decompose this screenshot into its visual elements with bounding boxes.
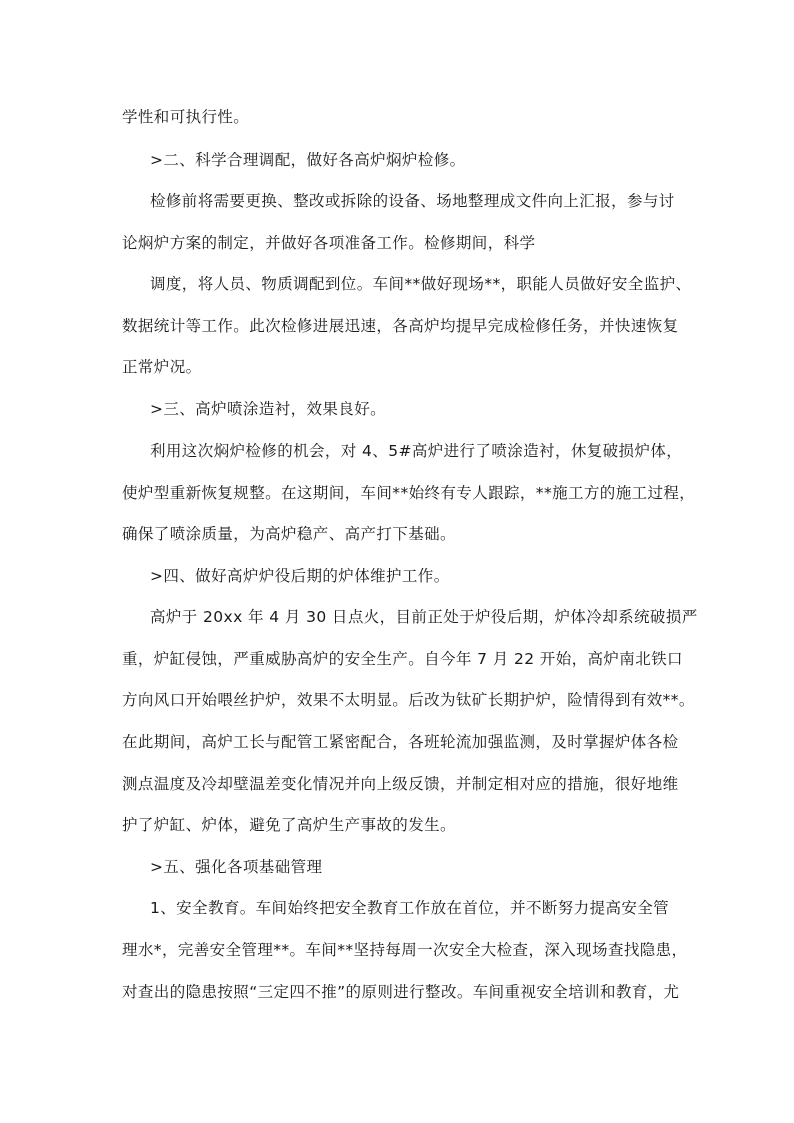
text-line: 高炉于 20xx 年 4 月 30 日点火，目前正处于炉役后期，炉体冷却系统破损严 bbox=[150, 608, 698, 626]
text-line: 理水*，完善安全管理**。车间**坚持每周一次安全大检查，深入现场查找隐患， bbox=[122, 941, 688, 959]
text-line: 对查出的隐患按照“三定四不推”的原则进行整改。车间重视安全培训和教育，尤 bbox=[122, 983, 680, 1001]
text-line: 方向风口开始喂丝护炉，效果不太明显。后改为钛矿长期护炉，险情得到有效**。 bbox=[122, 691, 695, 709]
text-line: 论焖炉方案的制定，并做好各项准备工作。检修期间，科学 bbox=[122, 234, 536, 252]
text-line: 1、安全教育。车间始终把安全教育工作放在首位，并不断努力提高安全管 bbox=[150, 899, 670, 917]
text-line: 调度，将人员、物质调配到位。车间**做好现场**，职能人员做好安全监护、 bbox=[150, 275, 692, 293]
text-line: 数据统计等工作。此次检修进展迅速，各高炉均提早完成检修任务，并快速恢复 bbox=[122, 317, 679, 335]
section-heading: >二、科学合理调配，做好各高炉焖炉检修。 bbox=[150, 151, 466, 169]
text-line: 在此期间，高炉工长与配管工紧密配合，各班轮流加强监测，及时掌握炉体各检 bbox=[122, 733, 679, 751]
text-line: 检修前将需要更换、整改或拆除的设备、场地整理成文件向上汇报，参与讨 bbox=[150, 192, 675, 210]
text-line: 护了炉缸、炉体，避免了高炉生产事故的发生。 bbox=[122, 816, 456, 834]
text-line: 正常炉况。 bbox=[122, 358, 202, 376]
text-line: 重，炉缸侵蚀，严重威胁高炉的安全生产。自今年 7 月 22 开始，高炉南北铁口 bbox=[122, 650, 683, 668]
text-line: 确保了喷涂质量，为高炉稳产、高产打下基础。 bbox=[122, 525, 456, 543]
section-heading: >三、高炉喷涂造衬，效果良好。 bbox=[150, 400, 386, 418]
text-line: 测点温度及冷却壁温差变化情况并向上级反馈，并制定相对应的措施，很好地维 bbox=[122, 775, 679, 793]
text-line: 学性和可执行性。 bbox=[122, 108, 250, 126]
section-heading: >四、做好高炉炉役后期的炉体维护工作。 bbox=[150, 567, 450, 585]
text-line: 利用这次焖炉检修的机会，对 4、5#高炉进行了喷涂造衬，休复破损炉体， bbox=[150, 442, 683, 460]
text-line: 使炉型重新恢复规整。在这期间，车间**始终有专人跟踪，**施工方的施工过程， bbox=[122, 484, 696, 502]
section-heading: >五、强化各项基础管理 bbox=[150, 858, 323, 876]
